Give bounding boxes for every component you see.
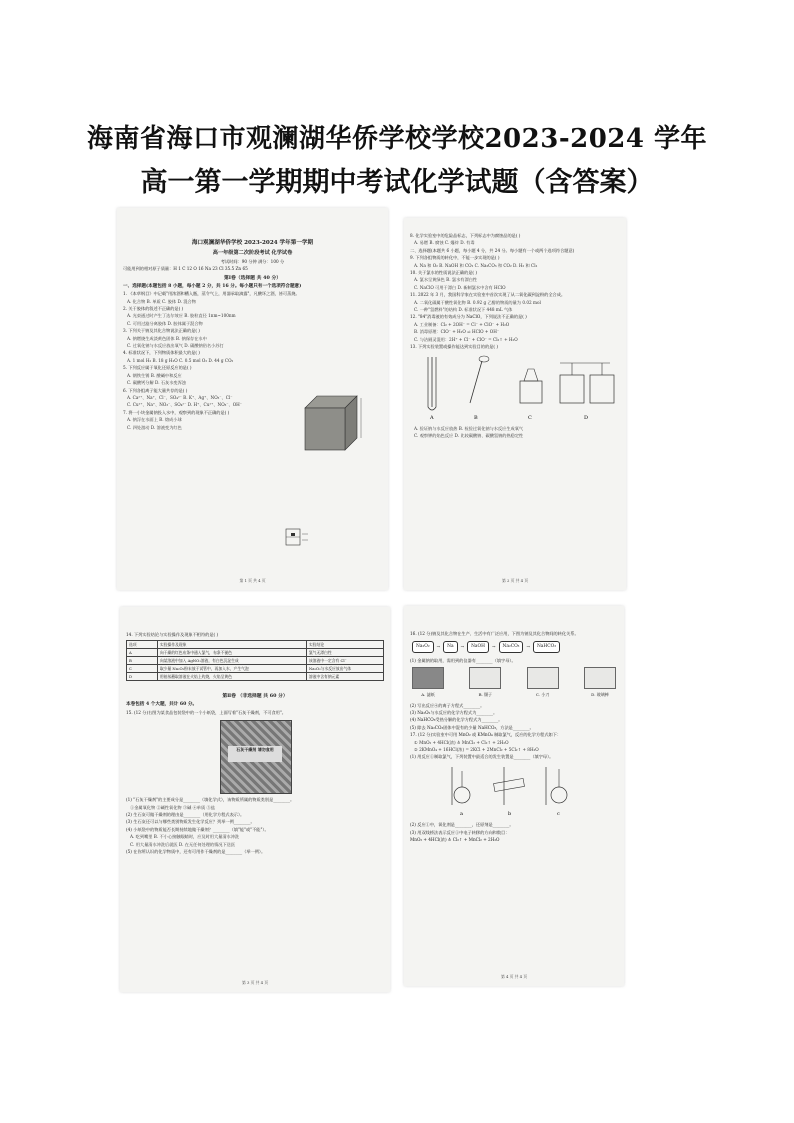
question-17-parts [404, 753, 624, 760]
arrow-icon: → [436, 644, 441, 650]
question-line: C. 四处游动 D. 溶液变为红色 [127, 424, 182, 430]
question-line: A. 钠燃烧生成淡黄色固体 B. 钠保存在水中 [127, 335, 207, 341]
question-line: A. 钠浮在水面上 B. 熔成小球 [127, 417, 182, 423]
table-row [127, 665, 384, 673]
lab-tool-image [527, 667, 559, 689]
question-14: 14. 下列实验结论与实验操作及现象不相符的是( ) [126, 632, 219, 637]
exam-time-info: 考试时间：90 分钟 满分：100 分 [220, 259, 285, 264]
beaker-figure [282, 526, 322, 548]
question-line: A. 化合物 B. 单质 C. 胶体 D. 混合物 [127, 298, 196, 304]
page-2-footer: 第 2 页 共 4 页 [501, 577, 529, 583]
apparatus-label-c: c [557, 810, 560, 817]
exam-page-4 [404, 606, 624, 986]
question-16: 16. (12 分)钠及其化合物在生产、生活中有广泛应用，下图为钠及其化合物间的转化关系。 [410, 631, 579, 636]
cube-figure [297, 390, 367, 452]
question-line: (2) 写出反应④的离子方程式________。 [410, 702, 485, 708]
arrow-icon: → [491, 644, 496, 650]
question-line: 2. 关于胶体的叙述不正确的是( ) [123, 306, 184, 312]
question-line: (1) 金属钠的取用，需用到的仪器有________（填字母）。 [410, 657, 516, 663]
question-line: (2) 反应①中，氧化剂是________，还原剂是________。 [410, 822, 514, 828]
table-cell: 向某溶液中加入 AgNO₃溶液，有白色沉淀生成 [157, 657, 306, 665]
page-2-answer-options [404, 425, 626, 440]
question-line: 二、选择题(本题共 6 小题，每小题 4 分，共 24 分。每小题有一个或两个选项符合题意) [410, 247, 575, 253]
section-2-title: 第Ⅱ卷 （非选择题 共 60 分） [222, 693, 288, 700]
question-line: A. 1 mol H₂ B. 18 g H₂O C. 0.5 mol O₂ D. 44 g CO₂ [127, 357, 234, 363]
question-line: 4. 标准状况下，下列物质体积最大的是( ) [123, 350, 200, 356]
lab-tool [527, 667, 559, 698]
question-line: 7. 将一小块金属钠投入水中，观察到的现象不正确的是( ) [123, 409, 230, 415]
question-line: 10. 关于氯水的性质说法正确的是( ) [410, 270, 478, 276]
arrow-icon: → [460, 644, 465, 650]
question-line: A. 氯水呈黄绿色 B. 氯水有漂白性 [414, 277, 478, 283]
equation-2: ② 2KMnO₄ + 16HCl(浓) = 2KCl + 2MnCl₂ + 5Cl₂↑ + 8H₂O [414, 747, 539, 753]
fig-label-a: A [430, 414, 434, 421]
apparatus-label-b: b [508, 810, 512, 817]
table-cell: 向干燥的红色布条中通入氯气，布条不褪色 [157, 649, 306, 657]
section-2-description: 本卷包括 4 个大题，共计 60 分。 [126, 702, 198, 708]
fig-label-b: B [474, 414, 478, 421]
equation-1: ① MnO₂ + 4HCl(浓) ≜ MnCl₂ + Cl₂↑ + 2H₂O [414, 739, 509, 745]
question-line: (1) "石灰干燥剂"的主要成分是________（填化学式），该物质所属的物质类别是________。 [126, 797, 295, 803]
lab-tool-label: B. 镊子 [478, 692, 493, 698]
question-line: A. 易燃 B. 腐蚀 C. 爆炸 D. 有毒 [414, 240, 475, 246]
exam-page-3 [120, 607, 390, 992]
chain-compound: Na₂CO₃ [499, 641, 524, 652]
table-cell: Na₂O₂与水反应放出气体 [306, 665, 383, 673]
question-line: 5. 下列反应属于氧化还原反应的是( ) [123, 365, 192, 371]
question-line: (3) 用双线桥法表示反应①中电子转移的方向和数目： [410, 829, 510, 835]
conversion-chain [404, 637, 624, 656]
table-row [127, 649, 384, 657]
lab-tool-image [412, 667, 444, 689]
question-line: MnO₂ + 4HCl(浓) ≜ Cl₂↑ + MnCl₂ + 2H₂O [410, 837, 500, 843]
question-line: 9. 下列各组物质的转化中，不能一步实现的是( ) [410, 255, 500, 261]
exam-page-2 [404, 218, 626, 590]
question-line: 8. 化学实验室中的危险品标志，下列标志中为腐蚀品的是( ) [410, 233, 521, 238]
question-line: C. 可用过滤分离胶体 D. 胶体属于混合物 [127, 320, 203, 326]
question-line: 11. 2022 年 3 月，我国科学家在实验室中首次实现了从二氧化碳到淀粉的全合成。 [410, 292, 566, 298]
question-line: 6. 下列各组离子能大量共存的是( ) [123, 387, 188, 393]
section-1-title: 第Ⅰ卷（选择题 共 40 分） [223, 274, 282, 281]
apparatus-label-a: a [460, 810, 463, 817]
table-cell: 溶液中含有钠元素 [306, 673, 383, 681]
desiccant-bag-figure [120, 716, 390, 796]
experiment-apparatus-figure [410, 351, 620, 423]
question-line: 13. 下列实验装置或操作能达到实验目的的是( ) [410, 344, 498, 350]
fig-label-c: C [528, 414, 532, 421]
question-line: 3. 下列关于钠及其化合物说法正确的是( ) [123, 328, 200, 334]
question-line: A. 钢铁生锈 B. 酸碱中和反应 [127, 372, 182, 378]
question-line: C. 一种"氢燃料"的结构 D. 标准状况下 448 mL 气体 [414, 307, 513, 313]
answer-option: A. 验证钠与水反应放热 B. 检验过氧化钠与水反应生成氧气 [414, 425, 524, 431]
arrow-icon: → [526, 644, 530, 650]
table-header-operation: 实验操作及现象 [157, 641, 306, 649]
question-17: 17. (12 分)实验室中可用 MnO₂ 或 KMnO₄ 制取氯气，反应的化学方程式如下： [410, 732, 562, 738]
lab-tool-label: C. 小刀 [535, 692, 550, 698]
question-line: A. 光束通过时产生丁达尔效应 B. 胶粒直径 1nm~100nm [127, 313, 236, 319]
question-line: (3) 生石灰还可以与哪些类别物质发生化学反应？列举一例________。 [126, 819, 255, 825]
question-line: C. 碳酸钙分解 D. 石灰水变浑浊 [127, 380, 186, 386]
table-header-conclusion: 实验结论 [306, 641, 383, 649]
document-title-line2: 高一第一学期期中考试化学试题（含答案） [140, 167, 654, 198]
atomic-masses: 可能用到的相对原子质量：H 1 C 12 O 16 Na 23 Cl 35.5 Zn 65 [123, 266, 248, 272]
lab-tool-label: D. 玻璃棒 [591, 692, 609, 698]
question-15: 15. (12 分)右图为某食品包装袋中的一个小纸袋，上面写着"石灰干燥剂，不可食用"。 [126, 709, 286, 715]
page-2-questions [404, 232, 626, 351]
table-cell: B [127, 657, 158, 665]
question-line: A. 二氧化碳属于酸性氧化物 B. 0.92 g 乙醇的物质的量为 0.02 mol [414, 299, 541, 305]
chain-compound: NaHCO₃ [533, 641, 560, 652]
question-line: C. 过氧化钠与水反应放出氧气 D. 碳酸钠俗名小苏打 [127, 343, 224, 349]
question-line: A. 工业制备：Cl₂ + 2OH⁻ = Cl⁻ + ClO⁻ + H₂O [414, 321, 510, 327]
question-16-parts [404, 657, 624, 664]
table-cell: A [127, 649, 158, 657]
section-1-description: 一、选择题(本题包括 8 小题，每小题 2 分，共 16 分。每小题只有一个选项符合题意) [123, 283, 302, 289]
fig-label-d: D [584, 414, 589, 421]
table-cell: 用铂丝蘸取溶液在火焰上灼烧，火焰呈黄色 [157, 673, 306, 681]
question-line: (4) NaHCO₃受热分解的化学方程式为________。 [410, 717, 503, 723]
question-line: ①金属氧化物 ②碱性氧化物 ③碱 ④单质 ⑤盐 [130, 804, 215, 810]
question-15-parts [120, 796, 390, 855]
page-1-footer: 第 1 页 共 4 页 [239, 577, 266, 583]
question-line: C. Cu²⁺、Na⁺、NO₃⁻、SO₄²⁻ D. H⁺、Cu²⁺、NO₃⁻、OH⁻ [127, 402, 242, 408]
exam-title: 高一年级第二次阶段考试 化学试卷 [212, 250, 293, 256]
chain-compound: Na₂O₂ [412, 641, 434, 652]
lab-tools-figure [404, 664, 624, 701]
chain-compound: NaOH [467, 641, 489, 652]
question-line: C. NaClO 可用于漂白 D. 新制氯水中含有 HClO [414, 284, 506, 290]
lab-tool-image [469, 667, 501, 689]
lab-tool-image [584, 667, 616, 689]
question-line: (5) 除去 Na₂CO₃固体中混有的少量 NaHCO₃，方法是________。 [410, 724, 534, 730]
table-row [127, 657, 384, 665]
bag-label: 石灰干燥剂 请勿食用 [228, 746, 282, 762]
lab-tool [469, 667, 501, 698]
table-cell: 取少量 Na₂O₂粉末放于试管中，再加入水，产生气泡 [157, 665, 306, 673]
question-line: (1) 用反应①制取氯气，下列装置中最适合的发生装置是________（填字母）。 [410, 754, 554, 760]
table-cell: C [127, 665, 158, 673]
question-line: C. 用大量清水冲洗后就医 D. 在无任何处理的情况下送医 [130, 841, 236, 847]
question-line: A. 吃到嘴里 B. 不小心接触眼睛时，应及时用大量清水冲洗 [130, 834, 240, 840]
page-4-footer: 第 4 页 共 4 页 [500, 973, 528, 979]
question-line: B. 消毒原理：ClO⁻ + H₂O ⇌ HClO + OH⁻ [414, 329, 500, 335]
question-line: 12. "84"消毒液的有效成分为 NaClO，下列说法不正确的是( ) [410, 314, 527, 320]
lab-tool [584, 667, 616, 698]
question-line: (3) Na₂O₂与水反应的化学方程式为________。 [410, 710, 498, 716]
question-17-more [404, 821, 624, 843]
question-line: (2) 生石灰可做干燥剂的理由是________（用化学方程式表示）。 [126, 812, 245, 818]
table-cell: D [127, 673, 158, 681]
chlorine-apparatus-figure [434, 761, 584, 819]
chain-compound: Na [443, 641, 457, 652]
school-header: 海口观澜湖华侨学校 2023-2024 学年第一学期 [191, 240, 314, 246]
table-header-option: 选项 [127, 641, 158, 649]
question-16-more [404, 702, 624, 732]
lab-tool [412, 667, 444, 698]
question-line: A. Na 和 O₂ B. NaOH 和 CO₂ C. Na₂CO₃ 和 CO₂ D. H₂ 和 Cl₂ [414, 262, 538, 268]
question-line: 1. 《本草纲目》中记载"用浓酒和糟入甑，蒸令气上，用器承取滴露"，凡酸坏之酒，皆可蒸烧。 [123, 291, 300, 297]
table-header-row [127, 641, 384, 649]
document-title-line1: 海南省海口市观澜湖华侨学校学校2023-2024 学年 [86, 124, 708, 154]
question-line: (5) 在你所认识的化学物质中，还有可用作干燥剂的是________（举一例）。 [126, 849, 266, 855]
question-line: A. Ca²⁺、Na⁺、Cl⁻、SO₄²⁻ B. K⁺、Ag⁺、NO₃⁻、Cl⁻ [127, 394, 233, 400]
page-3-footer: 第 3 页 共 4 页 [241, 979, 269, 985]
lab-tool-label: A. 滤纸 [421, 692, 435, 698]
experiment-table [126, 640, 384, 681]
table-row [127, 673, 384, 681]
table-cell: 该溶液中一定含有 Cl⁻ [306, 657, 383, 665]
table-cell: 氯气无漂白性 [306, 649, 383, 657]
question-line: (4) 小纸袋中的物质能否长期持续地做干燥剂？________（填"能"或"不能"）。 [126, 826, 269, 832]
question-line: C. 与洁厕灵混用：2H⁺ + Cl⁻ + ClO⁻ = Cl₂↑ + H₂O [414, 336, 518, 342]
exam-page-1 [117, 208, 388, 590]
answer-option: C. 观察钾的焰色反应 D. 比较碳酸钠、碳酸氢钠的热稳定性 [414, 433, 524, 439]
